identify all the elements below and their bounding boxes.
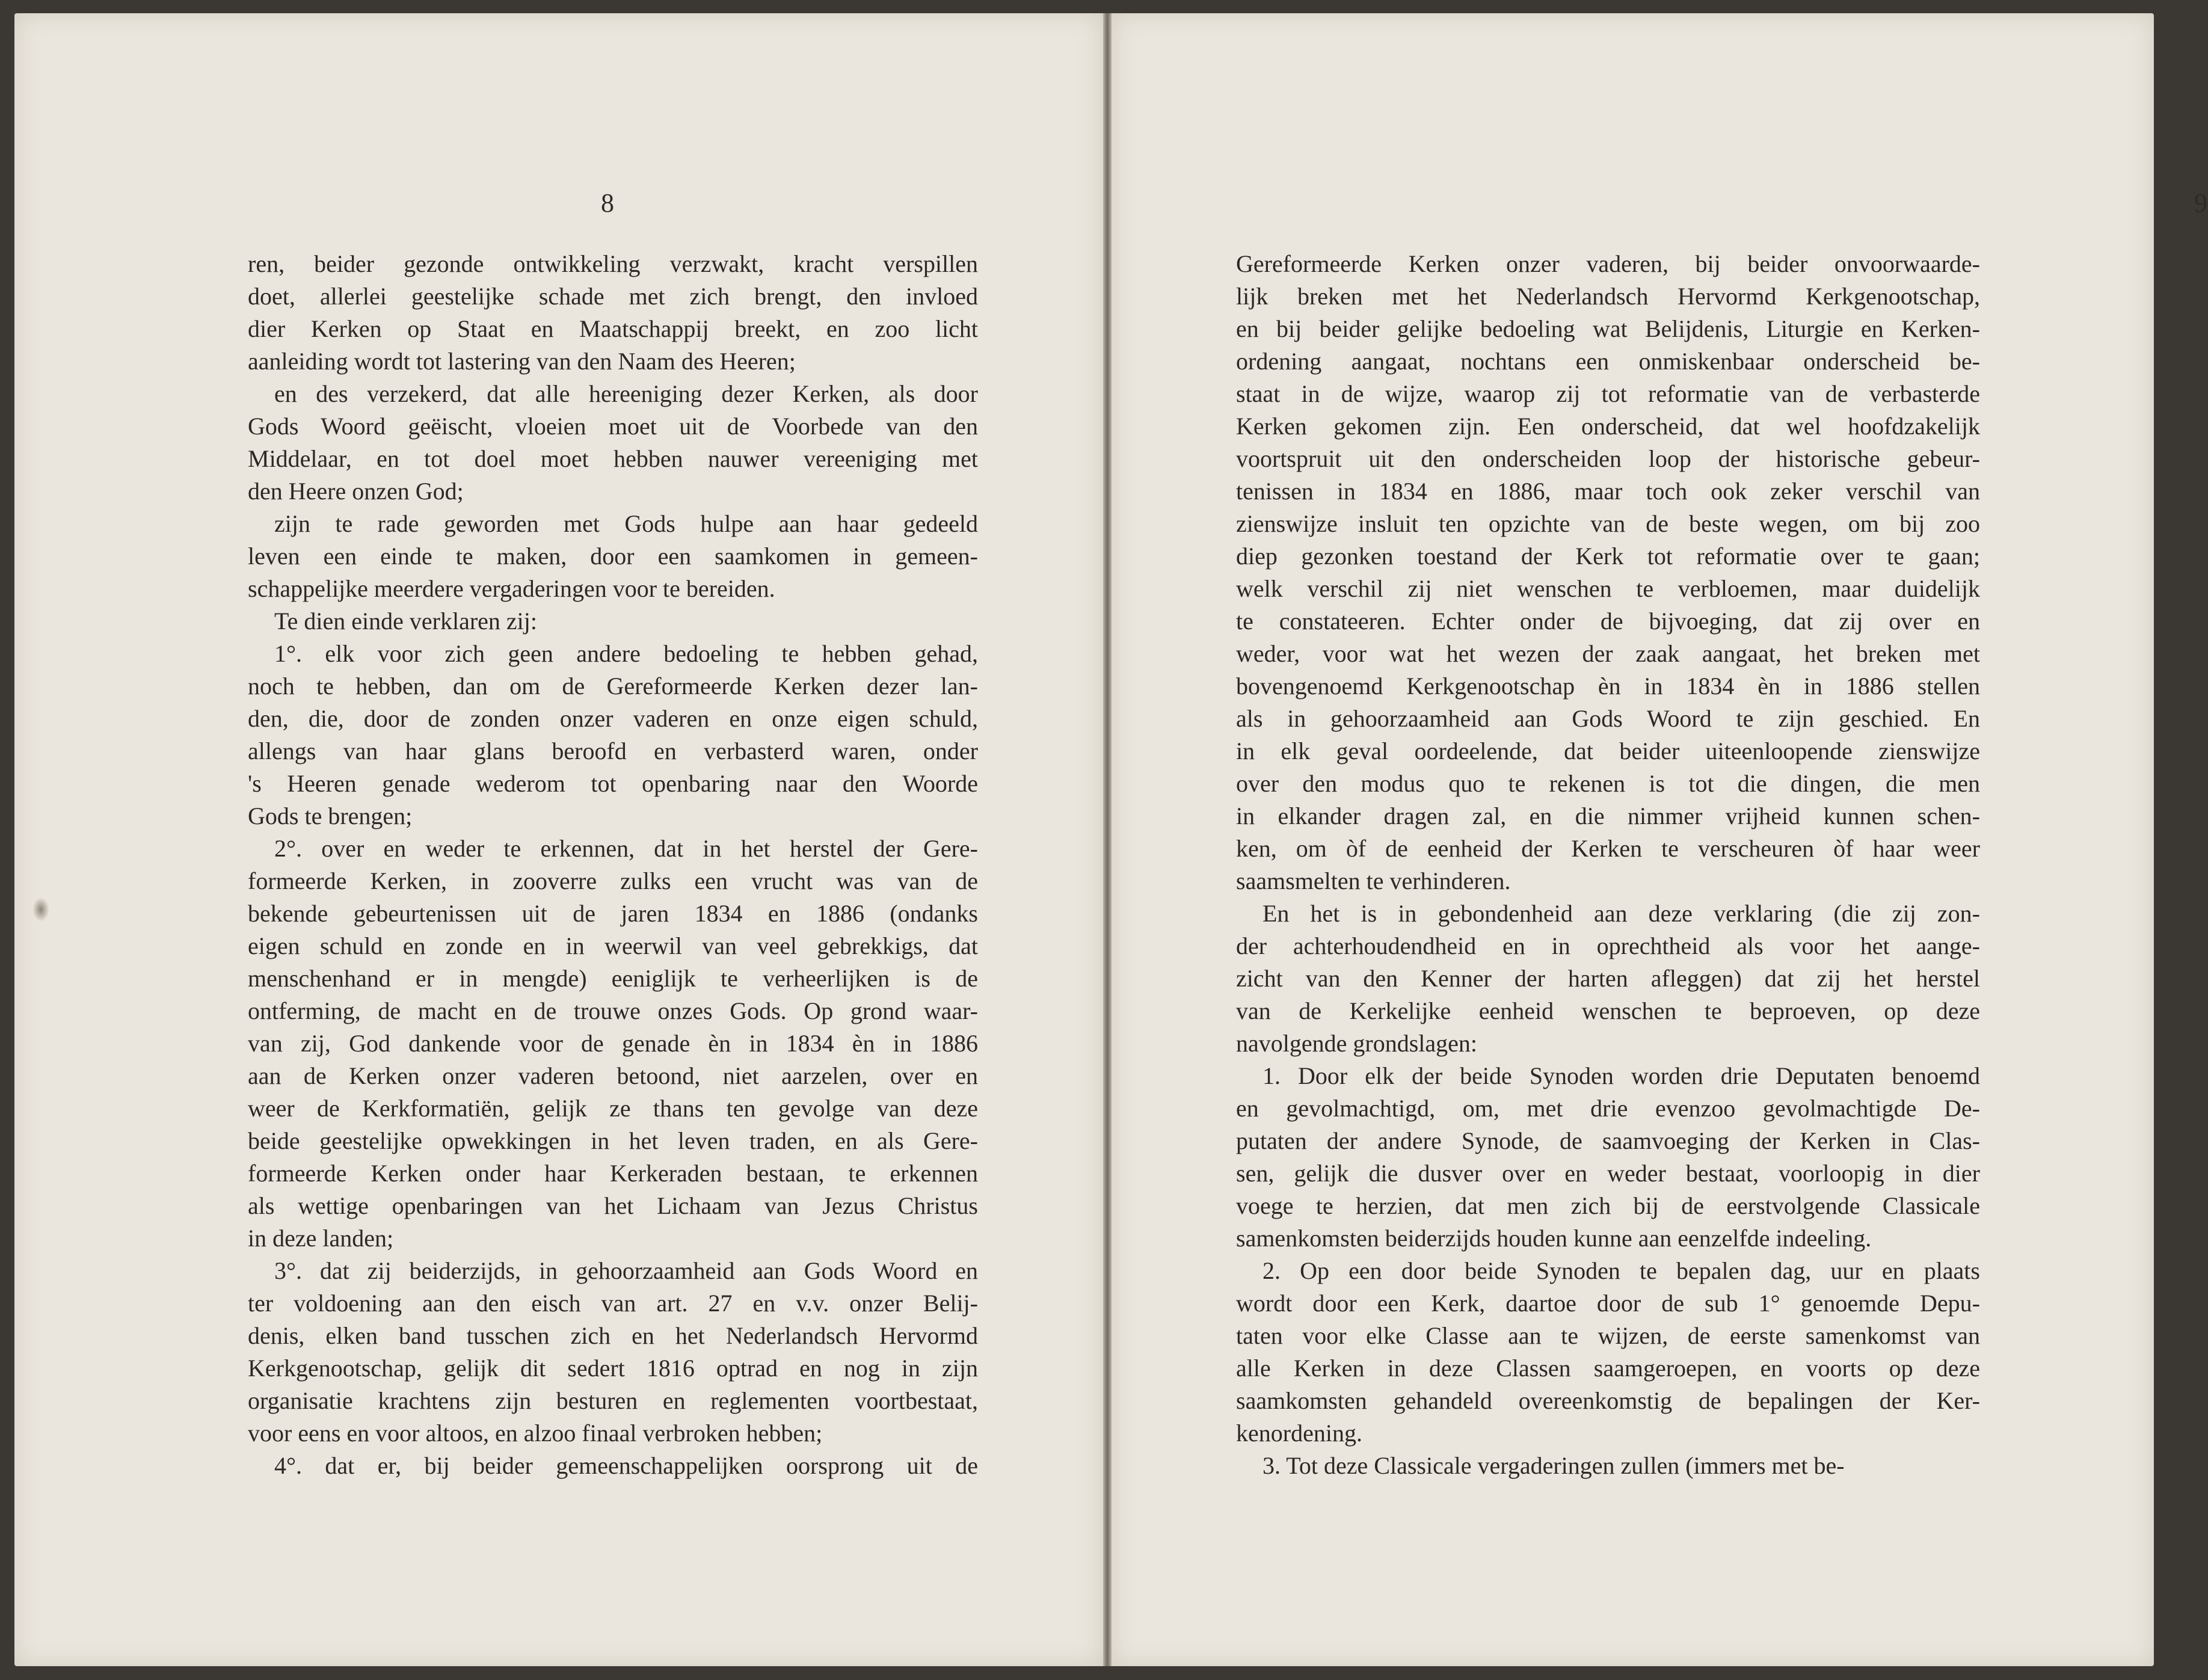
text-line: denis, elken band tusschen zich en het Nederlandsch Hervormd [248,1322,978,1349]
text-line: bovengenoemd Kerkgenootschap èn in 1834 èn in 1886 stellen [1236,672,1980,700]
text-line: 2. Op een door beide Synoden te bepalen dag, uur en plaats [1262,1257,1980,1284]
text-line: bekende gebeurtenissen uit de jaren 1834 en 1886 (ondanks [248,900,978,927]
page-number-left: 8 [601,188,615,218]
text-line: schappelijke meerdere vergaderingen voor te bereiden. [248,575,775,602]
left-page [14,13,1103,1666]
text-line: allengs van haar glans beroofd en verbasterd waren, onder [248,737,978,765]
text-line: der achterhoudendheid en in oprechtheid als voor het aange- [1236,932,1980,959]
text-line: putaten der andere Synode, de saamvoeging der Kerken in Clas- [1236,1127,1980,1154]
text-line: taten voor elke Classe aan te wijzen, de eerste samenkomst van [1236,1322,1980,1349]
text-line: in elk geval oordeelende, dat beider uiteenloopende zienswijze [1236,737,1980,765]
text-line: noch te hebben, dan om de Gereformeerde Kerken dezer lan- [248,672,978,700]
text-line: in deze landen; [248,1225,394,1252]
text-line: Gods te brengen; [248,802,413,829]
text-line: 1. Door elk der beide Synoden worden drie Deputaten benoemd [1262,1062,1980,1089]
text-line: En het is in gebondenheid aan deze verklaring (die zij zon- [1262,900,1980,927]
page-number-right: 9 [2194,188,2208,218]
text-line: formeerde Kerken, in zooverre zulks een vrucht was van de [248,867,978,894]
text-line: leven een einde te maken, door een saamkomen in gemeen- [248,543,978,570]
text-line: ordening aangaat, nochtans een onmiskenbaar onderscheid be- [1236,348,1980,375]
text-line: zicht van den Kenner der harten afleggen) dat zij het herstel [1236,965,1980,992]
text-line: sen, gelijk die dusver over en weder bestaat, voorloopig in dier [1236,1160,1980,1187]
text-line: voor eens en voor altoos, en alzoo finaal verbroken hebben; [248,1420,823,1447]
text-line: organisatie krachtens zijn besturen en reglementen voortbestaat, [248,1387,978,1414]
text-line: 2°. over en weder te erkennen, dat in het herstel der Gere- [274,835,978,862]
text-line: diep gezonken toestand der Kerk tot reformatie over te gaan; [1236,543,1980,570]
text-line: aanleiding wordt tot lastering van den Naam des Heeren; [248,348,796,375]
right-page-text [1236,248,1980,1482]
text-line: Gereformeerde Kerken onzer vaderen, bij beider onvoorwaarde- [1236,250,1980,277]
text-line: 's Heeren genade wederom tot openbaring naar den Woorde [248,770,978,797]
text-line: voortspruit uit den onderscheiden loop der historische gebeur- [1236,445,1980,472]
text-line: Middelaar, en tot doel moet hebben nauwer vereeniging met [248,445,978,472]
text-line: samenkomsten beiderzijds houden kunne aan eenzelfde indeeling. [1236,1225,1872,1252]
text-line: voege te herzien, dat men zich bij de eerstvolgende Classicale [1236,1192,1980,1219]
text-line: in elkander dragen zal, en die nimmer vrijheid kunnen schen- [1236,802,1980,829]
text-line: 1°. elk voor zich geen andere bedoeling te hebben gehad, [274,640,978,667]
text-line: kenordening. [1236,1420,1362,1447]
text-line: formeerde Kerken onder haar Kerkeraden bestaan, te erkennen [248,1160,978,1187]
text-line: staat in de wijze, waarop zij tot reformatie van de verbasterde [1236,380,1980,407]
right-page [1112,13,2208,1666]
text-line: aan de Kerken onzer vaderen betoond, niet aarzelen, over en [248,1062,978,1089]
text-line: zienswijze insluit ten opzichte van de beste wegen, om bij zoo [1236,510,1980,537]
text-line: 4°. dat er, bij beider gemeenschappelijken oorsprong uit de [274,1452,978,1479]
text-line: eigen schuld en zonde en in weerwil van veel gebrekkigs, dat [248,932,978,959]
text-line: 3°. dat zij beiderzijds, in gehoorzaamheid aan Gods Woord en [274,1257,978,1284]
text-line: en gevolmachtigd, om, met drie evenzoo gevolmachtigde De- [1236,1095,1980,1122]
text-line: welk verschil zij niet wenschen te verbloemen, maar duidelijk [1236,575,1980,602]
text-line: saamsmelten te verhinderen. [1236,867,1511,894]
text-line: Kerken gekomen zijn. Een onderscheid, dat wel hoofdzakelijk [1236,413,1980,440]
text-line: dier Kerken op Staat en Maatschappij breekt, en zoo licht [248,315,978,342]
text-line: over den modus quo te rekenen is tot die dingen, die men [1236,770,1980,797]
text-line: weer de Kerkformatiën, gelijk ze thans ten gevolge van deze [248,1095,978,1122]
text-line: lijk breken met het Nederlandsch Hervormd Kerkgenootschap, [1236,283,1980,310]
text-line: beide geestelijke opwekkingen in het leven traden, en als Gere- [248,1127,978,1154]
text-line: menschenhand er in mengde) eeniglijk te verheerlijken is de [248,965,978,992]
text-line: van zij, God dankende voor de genade èn in 1834 èn in 1886 [248,1030,978,1057]
text-line: den, die, door de zonden onzer vaderen en onze eigen schuld, [248,705,978,732]
text-line: te constateeren. Echter onder de bijvoeging, dat zij over en [1236,608,1980,635]
text-line: weder, voor wat het wezen der zaak aangaat, het breken met [1236,640,1980,667]
text-line: als in gehoorzaamheid aan Gods Woord te zijn geschied. En [1236,705,1980,732]
text-line: zijn te rade geworden met Gods hulpe aan haar gedeeld [274,510,978,537]
text-line: doet, allerlei geestelijke schade met zich brengt, den invloed [248,283,978,310]
text-line: en des verzekerd, dat alle hereeniging dezer Kerken, als door [274,380,978,407]
text-line: en bij beider gelijke bedoeling wat Belijdenis, Liturgie en Kerken- [1236,315,1980,342]
text-line: ter voldoening aan den eisch van art. 27 en v.v. onzer Belij- [248,1290,978,1317]
text-line: Kerkgenootschap, gelijk dit sedert 1816 optrad en nog in zijn [248,1355,978,1382]
text-line: wordt door een Kerk, daartoe door de sub 1° genoemde Depu- [1236,1290,1980,1317]
text-line: ontferming, de macht en de trouwe onzes Gods. Op grond waar- [248,997,978,1024]
text-line: alle Kerken in deze Classen saamgeroepen, en voorts op deze [1236,1355,1980,1382]
text-line: van de Kerkelijke eenheid wenschen te beproeven, op deze [1236,997,1980,1024]
text-line: den Heere onzen God; [248,478,464,505]
text-line: tenissen in 1834 en 1886, maar toch ook zeker verschil van [1236,478,1980,505]
left-page-text [248,248,978,1482]
text-line: Te dien einde verklaren zij: [274,608,537,635]
text-line: saamkomsten gehandeld overeenkomstig de bepalingen der Ker- [1236,1387,1980,1414]
text-line: Gods Woord geëischt, vloeien moet uit de Voorbede van den [248,413,978,440]
text-line: ren, beider gezonde ontwikkeling verzwakt, kracht verspillen [248,250,978,277]
text-line: 3. Tot deze Classicale vergaderingen zullen (immers met be- [1262,1452,1845,1479]
text-line: navolgende grondslagen: [1236,1030,1477,1057]
margin-stain [32,897,49,922]
text-line: als wettige openbaringen van het Lichaam van Jezus Christus [248,1192,978,1219]
book-gutter [1103,13,1112,1666]
text-line: ken, om òf de eenheid der Kerken te verscheuren òf haar weer [1236,835,1980,862]
